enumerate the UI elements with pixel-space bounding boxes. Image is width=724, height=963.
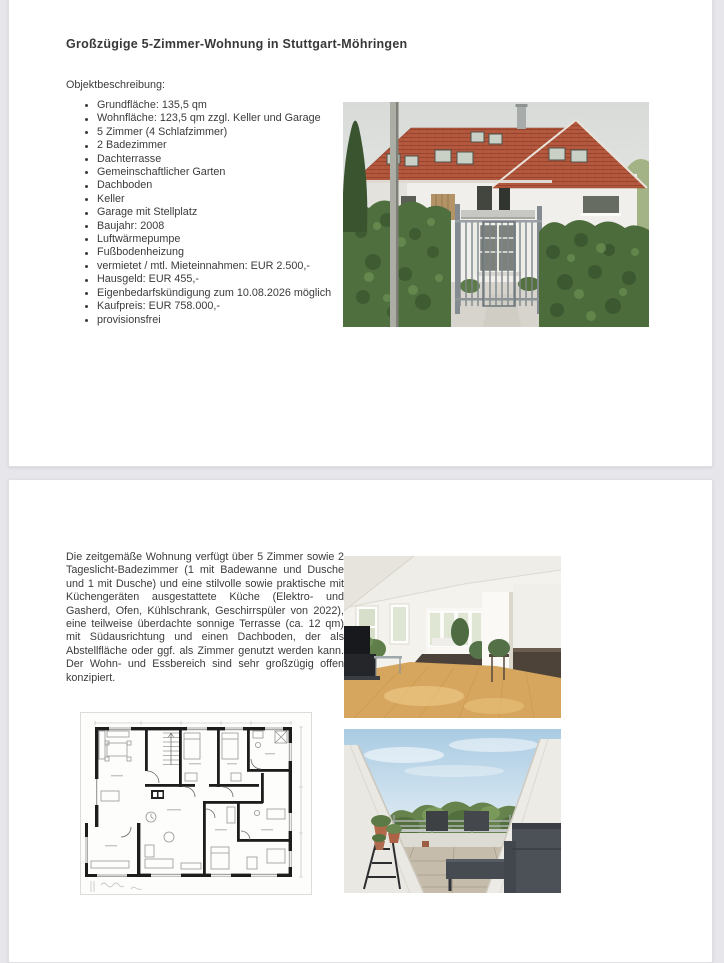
feature-item: Dachboden: [83, 179, 331, 192]
description-paragraph: Die zeitgemäße Wohnung verfügt über 5 Zimmer sowie 2 Tageslicht-Badezimmer (1 mit Badewanne und Dusche und 1 mit Dusche) und eine stilvolle sowie praktische mit Küchengeräten ausgestattete Küche (Elektro- und Gasherd, Ofen, Kühlschrank, Geschirrspüler von 2022), eine teilweise überdachte sonnige Terrasse (ca. 12 qm) mit Südausrichtung und einen Dachboden, der als Abstellfläche oder ggf. als Zimmer genutzt werden kann. Der Wohn- und Essbereich sind sehr großzügig offen konzipiert.: [66, 551, 344, 684]
feature-item: Fußbodenheizung: [83, 246, 331, 259]
feature-item: Garage mit Stellplatz: [83, 206, 331, 219]
feature-item: Luftwärmepumpe: [83, 233, 331, 246]
house-exterior-photo: [343, 102, 649, 327]
feature-item: Keller: [83, 193, 331, 206]
feature-item: Dachterrasse: [83, 153, 331, 166]
document-page-2: [8, 479, 713, 963]
feature-item: Eigenbedarfskündigung zum 10.08.2026 möglich: [83, 287, 331, 300]
feature-item: Baujahr: 2008: [83, 220, 331, 233]
feature-item: Kaufpreis: EUR 758.000,-: [83, 300, 331, 313]
roof-terrace-photo: [344, 729, 561, 893]
feature-item: Grundfläche: 135,5 qm: [83, 99, 331, 112]
feature-item: provisionsfrei: [83, 314, 331, 327]
property-features-list: [83, 99, 331, 327]
objektbeschreibung-label: Objektbeschreibung:: [66, 79, 166, 91]
living-room-photo: [344, 556, 561, 718]
floor-plan-image: [80, 712, 312, 895]
document-page-1: [8, 0, 713, 467]
feature-item: vermietet / mtl. Mieteinnahmen: EUR 2.500,-: [83, 260, 331, 273]
feature-item: 5 Zimmer (4 Schlafzimmer): [83, 126, 331, 139]
feature-item: Gemeinschaftlicher Garten: [83, 166, 331, 179]
feature-item: 2 Badezimmer: [83, 139, 331, 152]
listing-title: Großzügige 5-Zimmer-Wohnung in Stuttgart-Möhringen: [66, 37, 408, 51]
feature-item: Wohnfläche: 123,5 qm zzgl. Keller und Garage: [83, 112, 331, 125]
feature-item: Hausgeld: EUR 455,-: [83, 273, 331, 286]
